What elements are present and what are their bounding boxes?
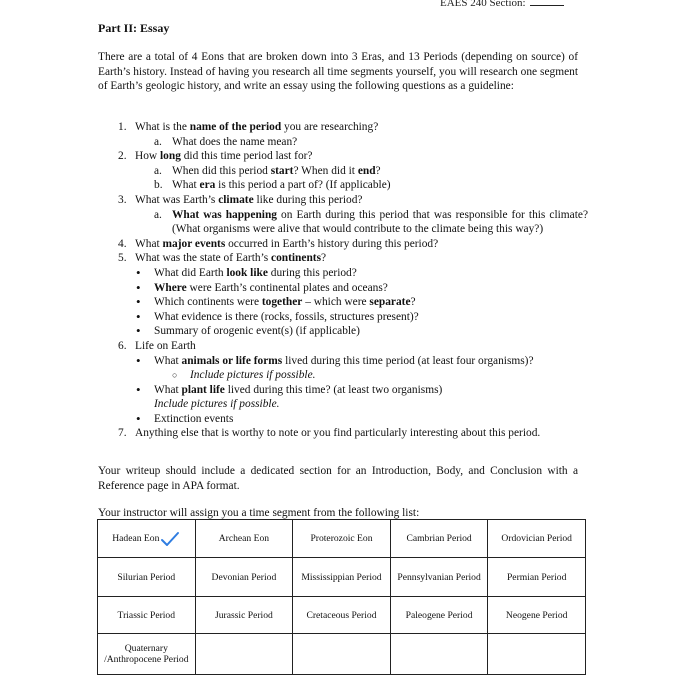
assignment-line: Your instructor will assign you a time segment from the following list: <box>98 507 420 519</box>
table-cell: Ordovician Period <box>488 520 586 558</box>
question-2 <box>98 149 588 164</box>
text: on Earth during this period that was responsible for this climate? (What organisms were alive that would contribute to the climate being this way?) <box>172 208 588 236</box>
text: Extinction events <box>154 412 234 425</box>
question-1 <box>98 120 588 135</box>
text: What was the state of Earth’s <box>135 252 272 265</box>
text: What evidence is there (rocks, fossils, structures present)? <box>154 310 419 323</box>
sub-letter: a. <box>154 164 162 177</box>
table-cell <box>390 634 488 675</box>
table-cell: Mississippian Period <box>293 558 391 597</box>
text: Which continents were <box>154 296 262 309</box>
question-4 <box>98 237 588 252</box>
text: ? <box>410 296 416 309</box>
table-row <box>98 558 586 597</box>
question-7 <box>98 426 588 441</box>
text: during this period? <box>267 266 357 279</box>
bold-text: start <box>270 164 294 177</box>
text: What does the name mean? <box>172 135 298 148</box>
text: Include pictures if possible. <box>190 369 316 382</box>
table-cell <box>195 634 293 675</box>
table-cell: Triassic Period <box>98 597 196 634</box>
sub-letter: a. <box>154 208 162 221</box>
table-cell: Quaternary /Anthropocene Period <box>98 634 196 675</box>
text: What is the <box>135 121 190 133</box>
cell-text: Hadean Eon <box>112 532 160 544</box>
text: like during this period? <box>253 193 363 206</box>
table-cell: Archean Eon <box>195 520 293 558</box>
text: you are researching? <box>281 121 379 133</box>
outro-paragraph: Your writeup should include a dedicated section for an Introduction, Body, and Conclusion with a Reference page in APA format. <box>98 465 578 492</box>
table-cell <box>488 634 586 675</box>
table-cell: Cretaceous Period <box>293 597 391 634</box>
bold-text: long <box>160 150 181 163</box>
table-row <box>98 520 586 558</box>
text: What did Earth <box>154 266 227 279</box>
checkmark-icon <box>160 531 180 547</box>
question-number: 6. <box>118 339 127 352</box>
sub-letter: a. <box>154 135 162 148</box>
question-number: 5. <box>118 252 127 265</box>
text: What <box>172 179 200 192</box>
question-1a <box>98 135 588 150</box>
header-blank <box>530 5 564 6</box>
question-5-bullet-3 <box>98 295 588 310</box>
circle-bullet-icon: ○ <box>172 370 178 381</box>
bold-text: climate <box>218 193 254 206</box>
table-cell: Neogene Period <box>488 597 586 634</box>
table-cell: Silurian Period <box>98 558 196 597</box>
table-cell: Pennsylvanian Period <box>390 558 488 597</box>
text: ? When did it <box>293 164 358 177</box>
table-row <box>98 634 586 675</box>
table-cell: Devonian Period <box>195 558 293 597</box>
bold-text: separate <box>369 296 411 309</box>
question-6-note <box>98 397 588 412</box>
bullet-icon: • <box>136 279 141 295</box>
bold-text: end <box>357 164 376 177</box>
question-list <box>98 120 588 441</box>
table-cell <box>293 634 391 675</box>
text: – which were <box>302 296 370 309</box>
question-5 <box>98 251 588 266</box>
bold-text: What was happening <box>172 208 277 221</box>
text: What <box>154 383 182 396</box>
bold-text: major events <box>162 237 226 250</box>
bold-text: continents <box>271 252 322 265</box>
question-3a <box>98 208 588 237</box>
text: ? <box>375 164 381 177</box>
text: When did this period <box>172 164 271 177</box>
bold-text: name of the period <box>189 121 282 133</box>
question-5-bullet-1 <box>98 266 588 281</box>
question-number: 3. <box>118 193 127 206</box>
text: ? <box>321 252 327 265</box>
question-number: 2. <box>118 150 127 163</box>
text: did this time period last for? <box>180 150 313 163</box>
question-5-bullet-2 <box>98 281 588 296</box>
table-cell: Proterozoic Eon <box>293 520 391 558</box>
question-6 <box>98 339 588 354</box>
table-cell: Permian Period <box>488 558 586 597</box>
question-5-bullet-4 <box>98 310 588 325</box>
question-6-sub-bullet <box>98 368 588 383</box>
header-text: EAES 240 Section: <box>440 0 526 8</box>
text: What <box>135 237 163 250</box>
text: How <box>135 150 160 163</box>
question-6-bullet-2 <box>98 383 588 398</box>
sub-letter: b. <box>154 179 163 192</box>
bullet-icon: • <box>136 381 141 397</box>
bold-text: together <box>261 296 303 309</box>
bold-text: era <box>199 179 216 192</box>
table-cell: Cambrian Period <box>390 520 488 558</box>
bullet-icon: • <box>136 410 141 426</box>
question-5-bullet-5 <box>98 324 588 339</box>
text: is this period a part of? (If applicable) <box>215 179 391 192</box>
text: lived during this time? (at least two organisms) <box>224 383 443 396</box>
text: Life on Earth <box>135 339 196 352</box>
text: occurred in Earth’s history during this period? <box>225 237 439 250</box>
question-number: 7. <box>118 427 127 440</box>
text: were Earth’s continental plates and oceans? <box>186 281 388 294</box>
bold-text: animals or life forms <box>181 354 283 367</box>
intro-paragraph: There are a total of 4 Eons that are broken down into 3 Eras, and 13 Periods (depending on source) of Earth’s history. Instead of having you research all time segments yourself, you will research one segment of Earth’s geologic history, and write an essay using the following questions as a guideline: <box>98 51 578 93</box>
bullet-icon: • <box>136 308 141 324</box>
question-6-bullet-1 <box>98 354 588 369</box>
text: Anything else that is worthy to note or you find particularly interesting about this period. <box>135 427 541 440</box>
table-cell <box>98 520 196 558</box>
bullet-icon: • <box>136 264 141 280</box>
table-cell: Jurassic Period <box>195 597 293 634</box>
question-2a <box>98 164 588 179</box>
period-table <box>97 519 586 675</box>
bold-text: look like <box>226 266 268 279</box>
page-title: Part II: Essay <box>98 21 170 35</box>
page-header <box>440 0 680 8</box>
text: Summary of orogenic event(s) (if applicable) <box>154 325 360 338</box>
bullet-icon: • <box>136 294 141 310</box>
question-number: 1. <box>118 121 127 133</box>
question-2b <box>98 178 588 193</box>
question-number: 4. <box>118 237 127 250</box>
bold-text: Where <box>154 281 187 294</box>
question-6-bullet-3 <box>98 412 588 427</box>
bold-text: plant life <box>181 383 225 396</box>
bullet-icon: • <box>136 323 141 339</box>
bullet-icon: • <box>136 352 141 368</box>
text: What was Earth’s <box>135 193 219 206</box>
table-row <box>98 597 586 634</box>
text: What <box>154 354 182 367</box>
text: Include pictures if possible. <box>154 398 280 411</box>
text: lived during this time period (at least four organisms)? <box>282 354 534 367</box>
question-3 <box>98 193 588 208</box>
table-cell: Paleogene Period <box>390 597 488 634</box>
